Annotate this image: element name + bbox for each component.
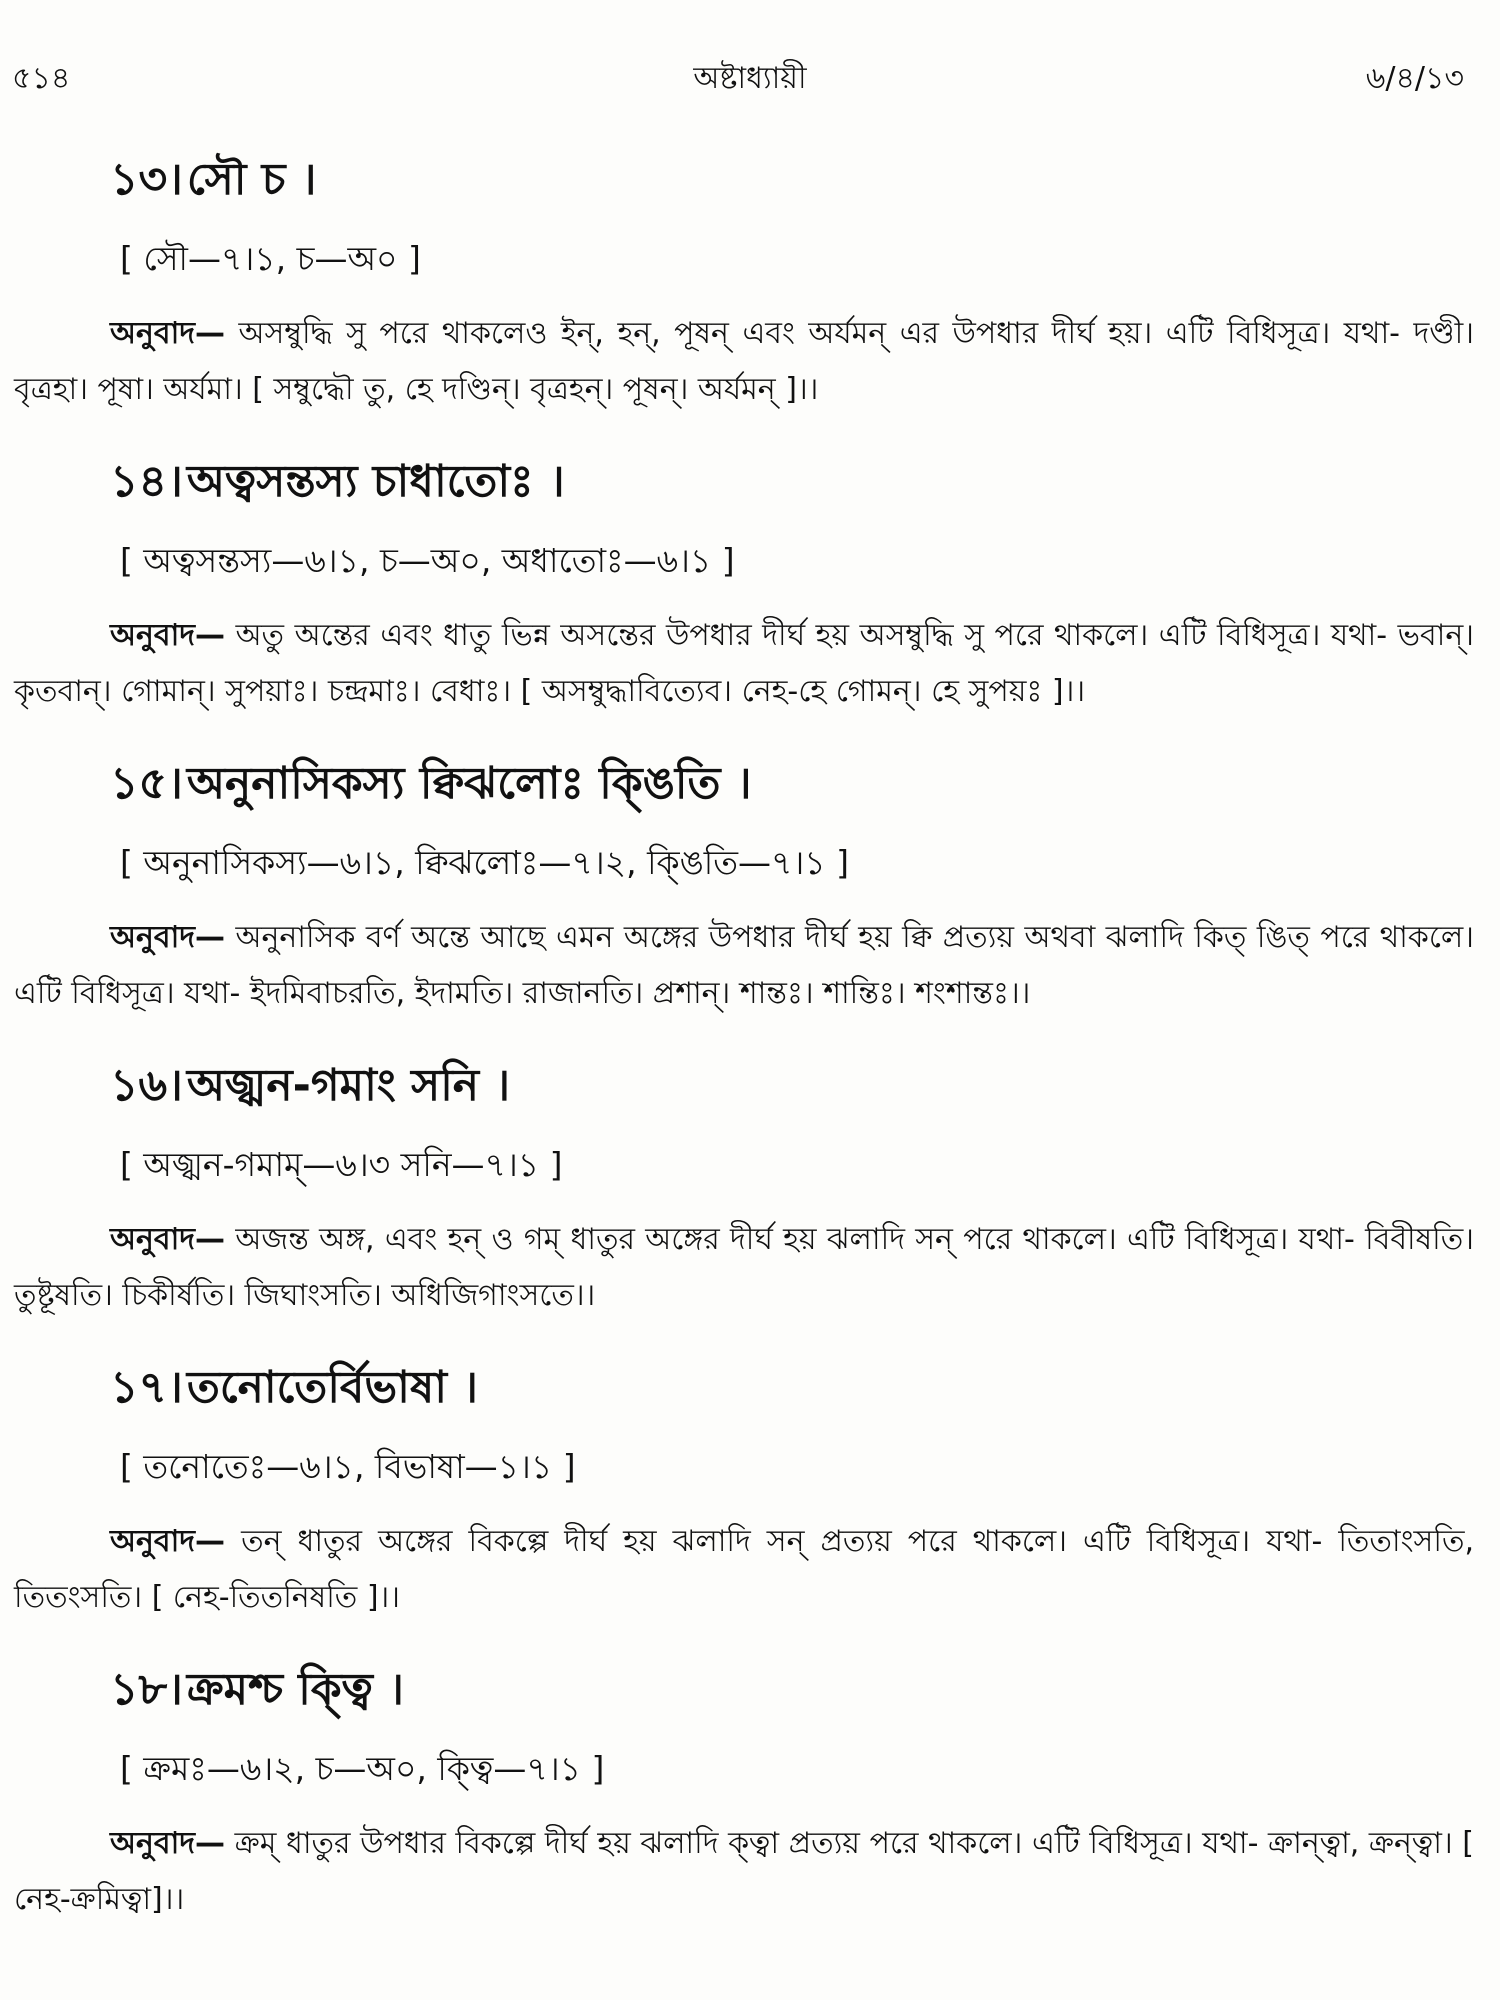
anubad-text: ক্রম্ ধাতুর উপধার বিকল্পে দীর্ঘ হয় ঝলাদি ক্ত্বা প্রত্যয় পরে থাকলে। এটি বিধিসূত্র। যথা- ক্রান্ত্বা, ক্রন্ত্বা। [ নেহ-ক্রমিত্বা]।। (14, 1826, 1474, 1917)
sutra-title (110, 150, 1474, 210)
sutra-text: তনোতের্বিভাষা । (186, 1362, 479, 1413)
sutra-number: ১৩। (110, 154, 183, 205)
anubad-paragraph (14, 306, 1474, 418)
sutra-title (110, 754, 1474, 814)
sutra-text: অত্বসন্তস্য চাধাতোঃ । (186, 456, 565, 507)
sutra-breakdown: [ অত্বসন্তস্য—৬।১, চ—অ০, অধাতোঃ—৬।১ ] (120, 541, 735, 580)
sutra-text: ক্রমশ্চ ক্ত্বি । (186, 1664, 405, 1715)
anubad-label: অনুবাদ— (110, 1222, 226, 1257)
anubad-paragraph (14, 1212, 1474, 1324)
anubad-label: অনুবাদ— (110, 920, 226, 955)
anubad-paragraph (14, 1816, 1474, 1928)
anubad-paragraph (14, 608, 1474, 720)
page-number: ৫১৪ (12, 61, 71, 96)
anubad-label: অনুবাদ— (110, 316, 226, 351)
anubad-text: অনুনাসিক বর্ণ অন্তে আছে এমন অঙ্গের উপধার দীর্ঘ হয় ক্বি প্রত্যয় অথবা ঝলাদি কিত্ ঙিত্ পরে থাকলে। এটি বিধিসূত্র। যথা- ইদমিবাচরতি, ইদামতি। রাজানতি। প্রশান্। শান্তঃ। শান্তিঃ। শংশান্তঃ।। (14, 920, 1474, 1011)
sutra-number: ১৮। (110, 1664, 183, 1715)
sutra-breakdown: [ তনোতেঃ—৬।১, বিভাষা—১।১ ] (120, 1447, 576, 1486)
sutra-13 (14, 150, 1474, 418)
anubad-text: তন্ ধাতুর অঙ্গের বিকল্পে দীর্ঘ হয় ঝলাদি সন্ প্রত্যয় পরে থাকলে। এটি বিধিসূত্র। যথা- তিতাংসতি, তিতংসতি। [ নেহ-তিতনিষতি ]।। (14, 1524, 1474, 1615)
sutra-number: ১৭। (110, 1362, 183, 1413)
anubad-label: অনুবাদ— (110, 618, 226, 653)
anubad-text: অসম্বুদ্ধি সু পরে থাকলেও ইন্, হন্, পূষন্ এবং অর্যমন্ এর উপধার দীর্ঘ হয়। এটি বিধিসূত্র। যথা- দণ্ডী। বৃত্রহা। পূষা। অর্যমা। [ সম্বুদ্ধৌ তু, হে দণ্ডিন্। বৃত্রহন্। পূষন্। অর্যমন্ ]।। (14, 316, 1474, 407)
sutra-17 (14, 1358, 1474, 1626)
sutra-breakdown: [ অজ্ঝন-গমাম্—৬।৩ সনি—৭।১ ] (120, 1145, 563, 1184)
sutra-16 (14, 1056, 1474, 1324)
sutra-list (14, 150, 1474, 1962)
sutra-number: ১৫। (110, 758, 183, 809)
sutra-breakdown: [ সৌ—৭।১, চ—অ০ ] (120, 239, 421, 278)
sutra-text: অজ্ঝন-গমাং সনি । (186, 1060, 511, 1111)
sutra-15 (14, 754, 1474, 1022)
sutra-title (110, 1056, 1474, 1116)
sutra-14 (14, 452, 1474, 720)
sutra-number: ১৬। (110, 1060, 183, 1111)
page-header (0, 48, 1500, 108)
sutra-title (110, 452, 1474, 512)
chapter-reference: ৬/৪/১৩ (1365, 61, 1464, 96)
sutra-title (110, 1660, 1474, 1720)
anubad-paragraph (14, 1514, 1474, 1626)
anubad-text: অজন্ত অঙ্গ, এবং হন্ ও গম্ ধাতুর অঙ্গের দীর্ঘ হয় ঝলাদি সন্ পরে থাকলে। এটি বিধিসূত্র। যথা- বিবীষতি। তুষ্টূষতি। চিকীর্ষতি। জিঘাংসতি। অধিজিগাংসতে।। (14, 1222, 1474, 1313)
anubad-label: অনুবাদ— (110, 1826, 226, 1861)
sutra-text: সৌ চ । (186, 154, 317, 205)
sutra-number: ১৪। (110, 456, 183, 507)
book-title: অষ্টাধ্যায়ী (693, 61, 807, 96)
sutra-title (110, 1358, 1474, 1418)
anubad-text: অতু অন্তের এবং ধাতু ভিন্ন অসন্তের উপধার দীর্ঘ হয় অসম্বুদ্ধি সু পরে থাকলে। এটি বিধিসূত্র। যথা- ভবান্। কৃতবান্। গোমান্। সুপয়াঃ। চন্দ্রমাঃ। বেধাঃ। [ অসম্বুদ্ধাবিত্যেব। নেহ-হে গোমন্। হে সুপয়ঃ ]।। (14, 618, 1474, 709)
sutra-breakdown: [ অনুনাসিকস্য—৬।১, ক্বিঝলোঃ—৭।২, ক্ঙিতি—৭।১ ] (120, 843, 850, 882)
anubad-label: অনুবাদ— (110, 1524, 226, 1559)
sutra-18 (14, 1660, 1474, 1928)
sutra-text: অনুনাসিকস্য ক্বিঝলোঃ ক্ঙিতি । (186, 758, 752, 809)
sutra-breakdown: [ ক্রমঃ—৬।২, চ—অ০, ক্ত্বি—৭।১ ] (120, 1749, 605, 1788)
anubad-paragraph (14, 910, 1474, 1022)
